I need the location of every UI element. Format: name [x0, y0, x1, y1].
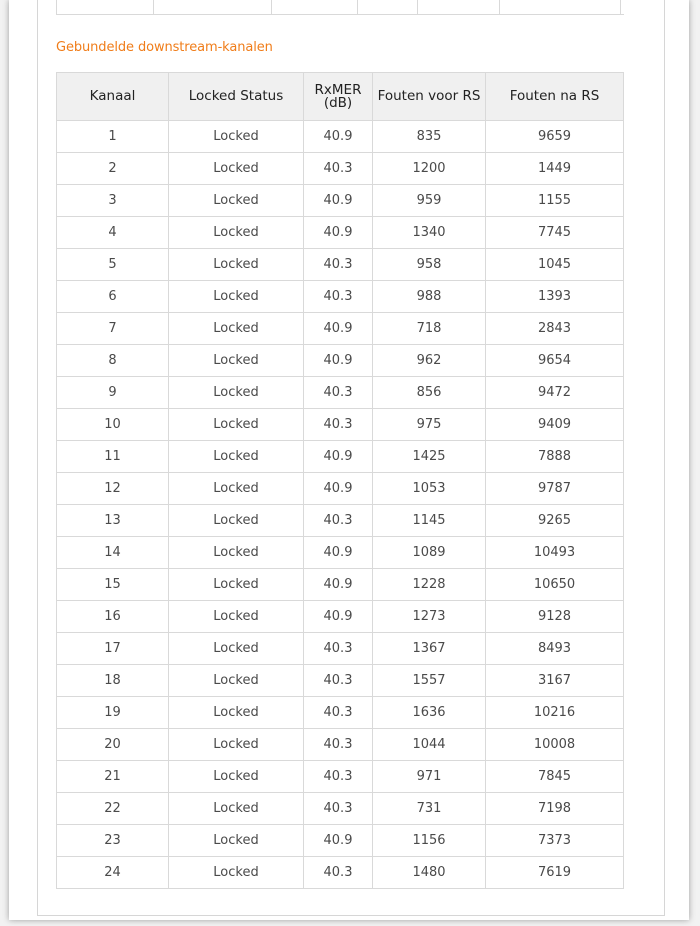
cell-rxmer: 40.9 — [304, 473, 373, 505]
cell-channel: 11 — [57, 441, 169, 473]
table-row — [57, 217, 624, 249]
cell-rxmer: 40.9 — [304, 537, 373, 569]
cell-pre-rs-errors: 718 — [373, 313, 486, 345]
table-body — [57, 121, 624, 889]
cell-channel: 15 — [57, 569, 169, 601]
table-row — [57, 121, 624, 153]
previous-table-cell — [154, 0, 272, 14]
cell-rxmer: 40.3 — [304, 857, 373, 889]
column-header-channel: Kanaal — [57, 73, 169, 121]
cell-channel: 4 — [57, 217, 169, 249]
cell-rxmer: 40.3 — [304, 729, 373, 761]
cell-channel: 1 — [57, 121, 169, 153]
cell-rxmer: 40.3 — [304, 281, 373, 313]
cell-lock-status: Locked — [169, 441, 304, 473]
table-row — [57, 793, 624, 825]
cell-pre-rs-errors: 1145 — [373, 505, 486, 537]
cell-lock-status: Locked — [169, 345, 304, 377]
cell-rxmer: 40.9 — [304, 825, 373, 857]
table-row — [57, 153, 624, 185]
cell-rxmer: 40.3 — [304, 377, 373, 409]
cell-lock-status: Locked — [169, 217, 304, 249]
cell-lock-status: Locked — [169, 409, 304, 441]
cell-channel: 9 — [57, 377, 169, 409]
cell-rxmer: 40.3 — [304, 249, 373, 281]
cell-channel: 8 — [57, 345, 169, 377]
cell-post-rs-errors: 10650 — [486, 569, 624, 601]
cell-post-rs-errors: 9654 — [486, 345, 624, 377]
cell-pre-rs-errors: 1367 — [373, 633, 486, 665]
cell-lock-status: Locked — [169, 313, 304, 345]
cell-post-rs-errors: 1045 — [486, 249, 624, 281]
cell-channel: 19 — [57, 697, 169, 729]
column-header-rxmer-unit: (dB) — [323, 94, 353, 111]
cell-post-rs-errors: 3167 — [486, 665, 624, 697]
table-row — [57, 473, 624, 505]
cell-rxmer: 40.3 — [304, 697, 373, 729]
cell-lock-status: Locked — [169, 249, 304, 281]
cell-rxmer: 40.9 — [304, 121, 373, 153]
cell-pre-rs-errors: 975 — [373, 409, 486, 441]
cell-lock-status: Locked — [169, 633, 304, 665]
table-row — [57, 249, 624, 281]
cell-pre-rs-errors: 1480 — [373, 857, 486, 889]
cell-rxmer: 40.3 — [304, 505, 373, 537]
column-header-rxmer-label: RxMER — [314, 81, 362, 98]
cell-lock-status: Locked — [169, 537, 304, 569]
cell-rxmer: 40.3 — [304, 665, 373, 697]
column-header-post-rs-errors: Fouten na RS — [486, 73, 624, 121]
previous-table-cell — [358, 0, 418, 14]
cell-channel: 17 — [57, 633, 169, 665]
cell-lock-status: Locked — [169, 665, 304, 697]
cell-channel: 6 — [57, 281, 169, 313]
cell-post-rs-errors: 1393 — [486, 281, 624, 313]
cell-rxmer: 40.9 — [304, 441, 373, 473]
table-row — [57, 345, 624, 377]
cell-post-rs-errors: 9128 — [486, 601, 624, 633]
cell-lock-status: Locked — [169, 761, 304, 793]
cell-channel: 13 — [57, 505, 169, 537]
downstream-channels-table — [56, 72, 624, 889]
cell-rxmer: 40.9 — [304, 345, 373, 377]
content-panel — [37, 0, 665, 916]
cell-rxmer: 40.9 — [304, 217, 373, 249]
cell-pre-rs-errors: 958 — [373, 249, 486, 281]
previous-table-cell — [56, 0, 154, 14]
table-row — [57, 857, 624, 889]
cell-pre-rs-errors: 971 — [373, 761, 486, 793]
cell-post-rs-errors: 8493 — [486, 633, 624, 665]
table-row — [57, 697, 624, 729]
cell-pre-rs-errors: 1089 — [373, 537, 486, 569]
table-row — [57, 185, 624, 217]
cell-pre-rs-errors: 1273 — [373, 601, 486, 633]
cell-post-rs-errors: 9472 — [486, 377, 624, 409]
cell-lock-status: Locked — [169, 121, 304, 153]
cell-rxmer: 40.3 — [304, 153, 373, 185]
cell-channel: 7 — [57, 313, 169, 345]
cell-lock-status: Locked — [169, 729, 304, 761]
table-row — [57, 569, 624, 601]
cell-pre-rs-errors: 731 — [373, 793, 486, 825]
cell-channel: 12 — [57, 473, 169, 505]
table-row — [57, 537, 624, 569]
table-row — [57, 313, 624, 345]
cell-rxmer: 40.9 — [304, 601, 373, 633]
table-row — [57, 633, 624, 665]
cell-rxmer: 40.9 — [304, 313, 373, 345]
cell-channel: 16 — [57, 601, 169, 633]
cell-post-rs-errors: 7198 — [486, 793, 624, 825]
cell-lock-status: Locked — [169, 281, 304, 313]
table-row — [57, 441, 624, 473]
cell-pre-rs-errors: 856 — [373, 377, 486, 409]
cell-pre-rs-errors: 1425 — [373, 441, 486, 473]
table-row — [57, 665, 624, 697]
table-row — [57, 505, 624, 537]
cell-rxmer: 40.3 — [304, 633, 373, 665]
cell-pre-rs-errors: 1340 — [373, 217, 486, 249]
table-header-row — [57, 73, 624, 121]
cell-post-rs-errors: 7373 — [486, 825, 624, 857]
previous-table-bottom-edge — [56, 0, 624, 15]
cell-post-rs-errors: 10216 — [486, 697, 624, 729]
column-header-rxmer — [304, 73, 373, 121]
table-row — [57, 761, 624, 793]
cell-post-rs-errors: 10008 — [486, 729, 624, 761]
cell-channel: 2 — [57, 153, 169, 185]
column-header-lock-status: Locked Status — [169, 73, 304, 121]
cell-pre-rs-errors: 1053 — [373, 473, 486, 505]
cell-channel: 21 — [57, 761, 169, 793]
cell-pre-rs-errors: 962 — [373, 345, 486, 377]
cell-rxmer: 40.3 — [304, 409, 373, 441]
table-row — [57, 825, 624, 857]
cell-rxmer: 40.9 — [304, 569, 373, 601]
cell-pre-rs-errors: 1200 — [373, 153, 486, 185]
table-row — [57, 377, 624, 409]
cell-lock-status: Locked — [169, 793, 304, 825]
cell-lock-status: Locked — [169, 185, 304, 217]
cell-lock-status: Locked — [169, 601, 304, 633]
table-row — [57, 281, 624, 313]
cell-pre-rs-errors: 1557 — [373, 665, 486, 697]
cell-post-rs-errors: 10493 — [486, 537, 624, 569]
table-row — [57, 729, 624, 761]
cell-lock-status: Locked — [169, 505, 304, 537]
cell-channel: 14 — [57, 537, 169, 569]
cell-post-rs-errors: 9659 — [486, 121, 624, 153]
cell-post-rs-errors: 1449 — [486, 153, 624, 185]
cell-lock-status: Locked — [169, 377, 304, 409]
cell-rxmer: 40.3 — [304, 793, 373, 825]
cell-pre-rs-errors: 835 — [373, 121, 486, 153]
previous-table-cell — [500, 0, 621, 14]
previous-table-cell — [272, 0, 358, 14]
cell-lock-status: Locked — [169, 697, 304, 729]
cell-post-rs-errors: 7888 — [486, 441, 624, 473]
cell-channel: 20 — [57, 729, 169, 761]
cell-pre-rs-errors: 959 — [373, 185, 486, 217]
cell-pre-rs-errors: 1228 — [373, 569, 486, 601]
cell-post-rs-errors: 9409 — [486, 409, 624, 441]
cell-lock-status: Locked — [169, 473, 304, 505]
cell-post-rs-errors: 7619 — [486, 857, 624, 889]
table-row — [57, 601, 624, 633]
cell-channel: 18 — [57, 665, 169, 697]
table-row — [57, 409, 624, 441]
column-header-pre-rs-errors: Fouten voor RS — [373, 73, 486, 121]
cell-lock-status: Locked — [169, 569, 304, 601]
cell-post-rs-errors: 9787 — [486, 473, 624, 505]
cell-post-rs-errors: 1155 — [486, 185, 624, 217]
cell-rxmer: 40.3 — [304, 761, 373, 793]
cell-post-rs-errors: 9265 — [486, 505, 624, 537]
cell-channel: 3 — [57, 185, 169, 217]
section-title: Gebundelde downstream-kanalen — [56, 40, 273, 55]
cell-lock-status: Locked — [169, 857, 304, 889]
cell-channel: 5 — [57, 249, 169, 281]
previous-table-cell — [418, 0, 500, 14]
cell-post-rs-errors: 2843 — [486, 313, 624, 345]
cell-lock-status: Locked — [169, 153, 304, 185]
cell-lock-status: Locked — [169, 825, 304, 857]
cell-channel: 24 — [57, 857, 169, 889]
cell-rxmer: 40.9 — [304, 185, 373, 217]
cell-channel: 22 — [57, 793, 169, 825]
cell-post-rs-errors: 7745 — [486, 217, 624, 249]
cell-pre-rs-errors: 1156 — [373, 825, 486, 857]
cell-post-rs-errors: 7845 — [486, 761, 624, 793]
cell-channel: 10 — [57, 409, 169, 441]
cell-pre-rs-errors: 1636 — [373, 697, 486, 729]
cell-channel: 23 — [57, 825, 169, 857]
cell-pre-rs-errors: 988 — [373, 281, 486, 313]
cell-pre-rs-errors: 1044 — [373, 729, 486, 761]
